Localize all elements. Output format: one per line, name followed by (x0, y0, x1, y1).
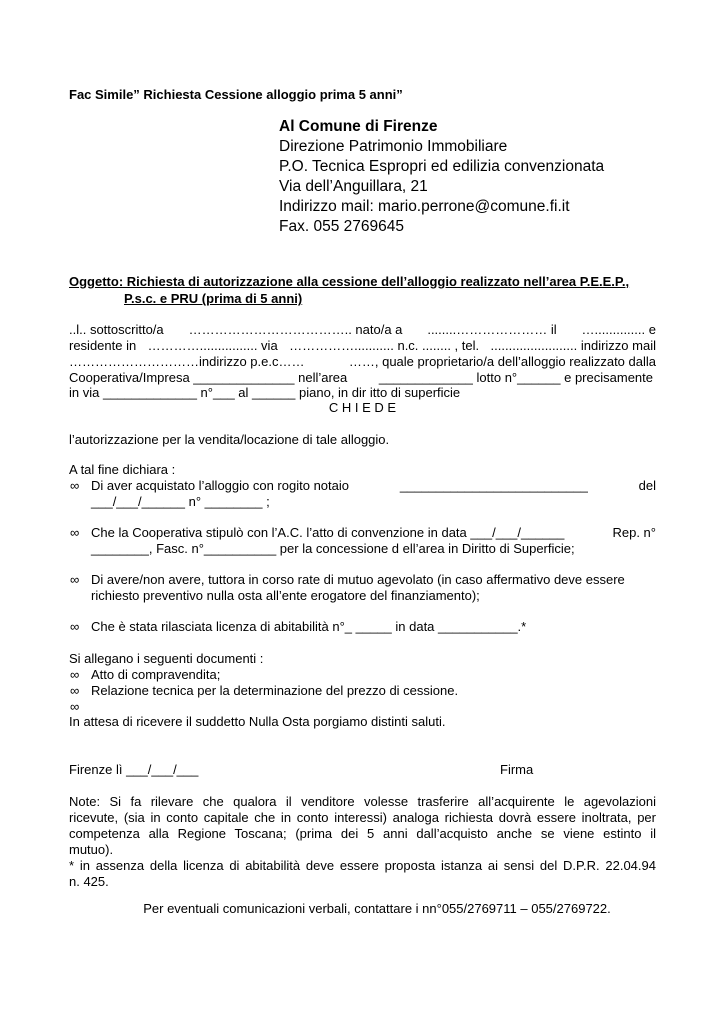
intro-text: ........………………… il (427, 322, 557, 337)
declaration-text: Rep. n° (612, 525, 656, 540)
intro-line-5: in via _____________ n°___ al ______ piano, in dir itto di superficie (69, 385, 461, 400)
intro-text: _____________ lotto n°______ e precisamente (378, 370, 653, 385)
intro-text: residente in (69, 338, 137, 353)
infinity-bullet-icon: ∞ (70, 619, 80, 634)
note-line: n. 425. (69, 874, 109, 889)
infinity-bullet-icon: ∞ (70, 683, 80, 698)
intro-text: Cooperativa/Impresa ______________ nell’area (69, 370, 348, 385)
note-line: * in assenza della licenza di abitabilità deve essere proposta istanza ai sensi del D.P.R. 22.04.94 (69, 858, 656, 873)
intro-text: …………………………indirizzo p.e.c…… (69, 354, 305, 369)
recipient-block (279, 117, 604, 237)
recipient-office: P.O. Tecnica Espropri ed edilizia convenzionata (279, 158, 605, 175)
infinity-bullet-icon: ∞ (70, 525, 80, 540)
request-text: l’autorizzazione per la vendita/locazione di tale alloggio. (69, 432, 390, 447)
recipient-email: Indirizzo mail: mario.perrone@comune.fi.it (279, 198, 570, 215)
declaration-intro: A tal fine dichiara : (69, 462, 176, 477)
declaration-item-2-line-2: ________, Fasc. n°__________ per la concessione d ell’area in Diritto di Superficie; (91, 541, 575, 556)
declaration-item-1-line-1 (91, 478, 656, 494)
declaration-text: __________________________ (399, 478, 588, 493)
attachment-item-1: Atto di compravendita; (91, 667, 221, 682)
infinity-bullet-icon: ∞ (70, 478, 80, 493)
recipient-name: Al Comune di Firenze (279, 118, 438, 135)
intro-line-2 (69, 338, 656, 354)
intro-line-3 (69, 354, 656, 370)
note-line: Note: Si fa rilevare che qualora il venditore volesse trasferire all’acquirente le agevolazioni (69, 794, 656, 809)
intro-text: ……………........... n.c. ........ , tel. (289, 338, 480, 353)
infinity-bullet-icon: ∞ (70, 699, 80, 714)
declaration-item-4: Che è stata rilasciata licenza di abitabilità n°_ _____ in data ___________.* (91, 619, 527, 634)
attachments-intro: Si allegano i seguenti documenti : (69, 651, 264, 666)
declaration-item-2-line-1 (91, 525, 656, 541)
signature-label: Firma (500, 762, 534, 777)
infinity-bullet-icon: ∞ (70, 572, 80, 587)
place-date-field: Firenze lì ___/___/___ (69, 762, 199, 777)
declaration-text: del (638, 478, 656, 493)
recipient-department: Direzione Patrimonio Immobiliare (279, 138, 508, 155)
recipient-address: Via dell’Anguillara, 21 (279, 178, 428, 195)
document-title: Fac Simile” Richiesta Cessione alloggio prima 5 anni” (69, 87, 403, 102)
footer-contacts: Per eventuali comunicazioni verbali, contattare i nn°055/2769711 – 055/2769722. (143, 901, 611, 916)
declaration-item-3-line-2: richiesto preventivo nulla osta all’ente erogatore del finanziamento); (91, 588, 480, 603)
note-line: ricevute, (sia in conto capitale che in conto interessi) analoga richiesta dovrà essere inoltrata, per (69, 810, 656, 825)
intro-text: ……, quale proprietario/a dell’alloggio realizzato dalla (348, 354, 656, 369)
intro-text: ..l.. sottoscritto/a (69, 322, 164, 337)
note-line: competenza alla Regione Toscana; (prima dei 5 anni dall’acquisto anche se viene estinto il (69, 826, 656, 841)
subject-line-2: P.s.c. e PRU (prima di 5 anni) (124, 291, 303, 306)
declaration-item-1-line-2: ___/___/______ n° ________ ; (91, 494, 270, 509)
declaration-item-3-line-1: Di avere/non avere, tuttora in corso rate di mutuo agevolato (in caso affermativo deve essere (91, 572, 625, 587)
intro-text: …………................ via (147, 338, 278, 353)
intro-line-1 (69, 322, 656, 338)
closing-text: In attesa di ricevere il suddetto Nulla Osta porgiamo distinti saluti. (69, 714, 446, 729)
intro-text: ........................ indirizzo mail (490, 338, 656, 353)
declaration-text: Di aver acquistato l’alloggio con rogito notaio (91, 478, 349, 493)
infinity-bullet-icon: ∞ (70, 667, 80, 682)
declaration-text: Che la Cooperativa stipulò con l’A.C. l’atto di convenzione in data ___/___/______ (91, 525, 565, 540)
subject-line-1: Oggetto: Richiesta di autorizzazione alla cessione dell’alloggio realizzato nell’area P.E.E.P., (69, 274, 630, 289)
intro-line-4 (69, 370, 653, 386)
note-block (69, 794, 656, 890)
chiede-heading: C H I E D E (328, 400, 397, 415)
note-line: mutuo). (69, 842, 114, 857)
intro-text: ……………………………….. nato/a a (188, 322, 403, 337)
recipient-fax: Fax. 055 2769645 (279, 218, 404, 235)
attachment-item-2: Relazione tecnica per la determinazione del prezzo di cessione. (91, 683, 459, 698)
intro-text: ….............. e (581, 322, 656, 337)
